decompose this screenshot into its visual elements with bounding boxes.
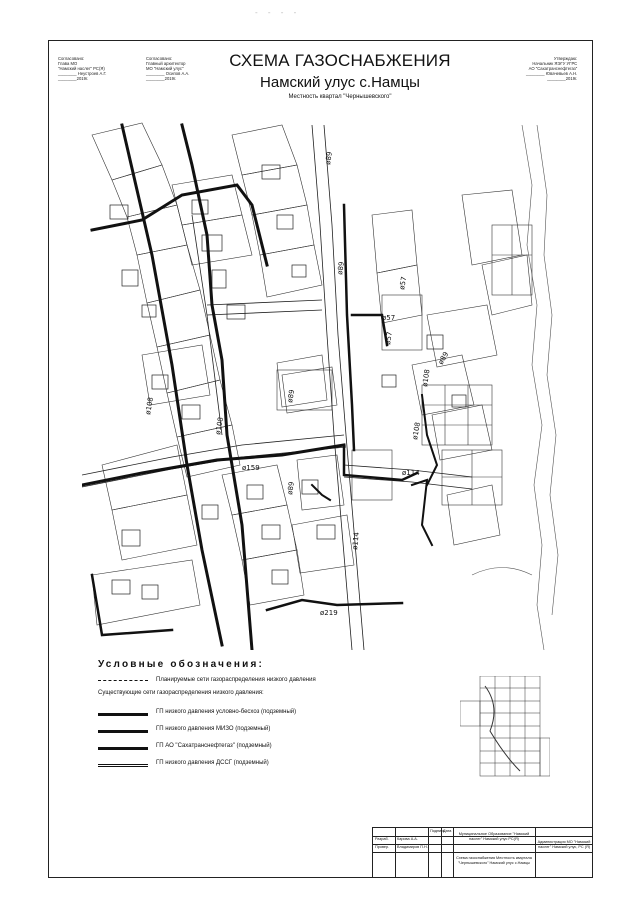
pipe-label: ø57 — [384, 331, 394, 346]
legend-swatch-planned — [98, 680, 148, 681]
stamp-doc-name: Схема газоснабжения Местность квартала "Чернышевского" Намский улус с.Намцы — [456, 856, 532, 865]
top-dashes: - - - - — [255, 8, 301, 17]
pipe-label: ø89 — [436, 350, 451, 366]
legend-swatch-4 — [98, 764, 148, 767]
pipe-west-loop — [92, 575, 172, 635]
approval-block-middle: Согласовано: Главный архитектор МО "Намский улус" ________ Осипов А.А. ________2019г. — [146, 56, 190, 81]
parcel-lines — [92, 123, 532, 625]
legend-existing-heading: Существующие сети газораспределения низкого давления: — [98, 690, 264, 696]
pipe-label: ø57 — [382, 314, 396, 322]
pipe-label: ø108 — [421, 368, 432, 388]
pipe-label: ø89 — [286, 388, 297, 404]
pipe-label: ø159 — [242, 464, 260, 472]
legend-item-4: ГП низкого давления ДССГ (подземный) — [156, 760, 269, 766]
gas-pipes — [82, 125, 437, 650]
approval-block-left: Согласовано: Глава МО "Намский наслег" РС(Я) ________ Неустроев А.Г. ________2019г. — [58, 56, 107, 81]
stamp-org-center: Муниципальное Образование "Намский наслег" Намский улус РС(Я) — [458, 832, 530, 841]
stamp-role-developer: Разраб. — [375, 837, 389, 841]
sheet-index-map — [460, 676, 550, 786]
stamp-name-developer: Карова А.А. — [397, 837, 418, 841]
stamp-role-checker: Провер. — [375, 845, 390, 849]
pipe-label: ø89 — [336, 261, 346, 276]
stamp-name-checker: Владимиров П.Н. — [397, 845, 428, 849]
page-subtitle: Намский улус с.Намцы — [260, 74, 420, 91]
pipe-label: ø114 — [351, 531, 361, 551]
pipe-label: ø108 — [144, 396, 156, 416]
page-title: СХЕМА ГАЗОСНАБЖЕНИЯ — [229, 51, 451, 70]
pipe-label: ø108 — [214, 416, 226, 436]
approval-block-right: Утверждаю: Начальник ЯЭГУ УГРС АО "Сахатранснефтегаз" ________ Ювачевьев А.Н. ________2019г. — [526, 56, 578, 81]
pipe-labels — [144, 151, 450, 617]
stamp-org-right: Администрация МО "Намский наслег" Намский улус, РС (Я) — [537, 840, 591, 849]
title-block-stamp — [372, 827, 593, 878]
legend-planned-label: Планируемые сети газораспределения низкого давления — [156, 677, 316, 683]
legend-swatch-3 — [98, 747, 148, 750]
legend-title: Условные обозначения: — [98, 659, 265, 670]
pipe-inner — [312, 485, 330, 500]
pipe-label: ø114 — [402, 469, 420, 477]
stamp-col-signature: Подпись — [430, 829, 446, 833]
stamp-col-date: Дата — [443, 829, 452, 833]
pipe-north — [92, 185, 267, 265]
pipe-label: ø57 — [398, 275, 409, 291]
river-bank — [472, 125, 558, 650]
legend-item-2: ГП низкого давления МИЗО (подземный) — [156, 726, 271, 732]
legend-swatch-1 — [98, 713, 148, 716]
pipe-label: ø108 — [411, 421, 423, 441]
pipe-label: ø89 — [286, 481, 296, 496]
legend-swatch-2 — [98, 730, 148, 733]
legend-item-1: ГП низкого давления условно-бесхоз (подземный) — [156, 709, 297, 715]
gas-network-map — [82, 105, 582, 650]
pipe-label: ø219 — [320, 609, 338, 617]
pipe-main-2 — [182, 125, 252, 650]
pipe-vertical-east — [344, 205, 354, 450]
locality-label: Местность квартал "Чернышевского" — [288, 94, 392, 100]
legend-item-3: ГП АО "Сахатранснефтегаз" (подземный) — [156, 743, 272, 749]
pipe-label: ø89 — [324, 151, 334, 166]
pipe-right-2 — [412, 480, 432, 545]
buildings — [110, 165, 466, 599]
